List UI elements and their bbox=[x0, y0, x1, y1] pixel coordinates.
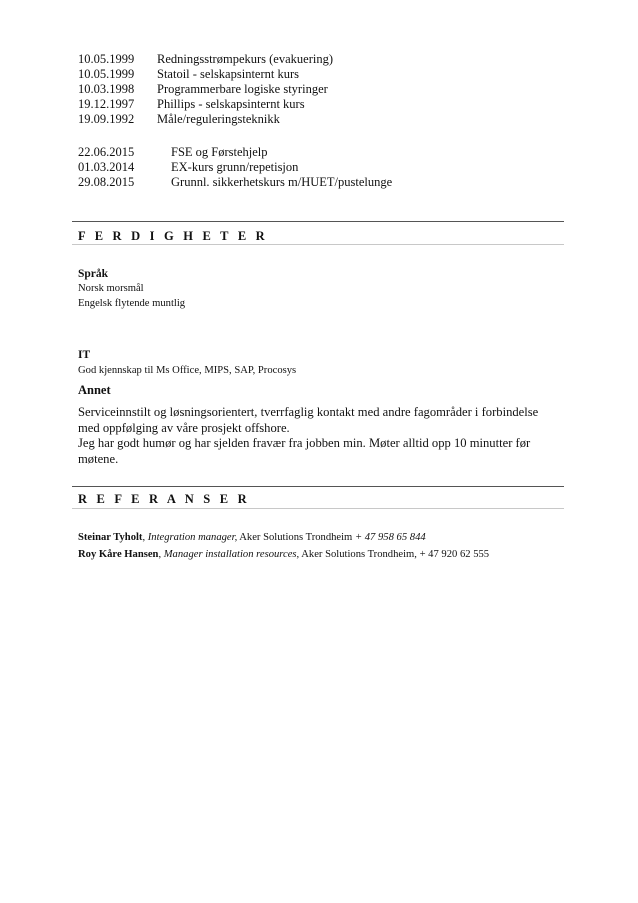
it-heading: IT bbox=[78, 349, 91, 361]
reference-company: Aker Solutions Trondheim bbox=[237, 532, 355, 543]
other-heading: Annet bbox=[78, 383, 111, 397]
course-name: Måle/reguleringsteknikk bbox=[157, 112, 280, 126]
reference-phone: + 47 920 62 555 bbox=[419, 549, 490, 560]
course-date: 19.12.1997 bbox=[78, 97, 135, 111]
reference-item bbox=[78, 549, 489, 560]
course-date: 10.05.1999 bbox=[78, 52, 135, 66]
course-name: EX-kurs grunn/repetisjon bbox=[171, 160, 299, 174]
other-line: med oppfølging av våre prosjekt offshore. bbox=[78, 420, 290, 435]
course-date: 19.09.1992 bbox=[78, 112, 135, 126]
section-divider-top bbox=[72, 486, 564, 487]
other-line: Serviceinnstilt og løsningsorientert, tverrfaglig kontakt med andre fagområder i forbindelse bbox=[78, 405, 539, 419]
section-divider-bottom bbox=[72, 244, 564, 245]
language-line: Norsk morsmål bbox=[78, 283, 144, 294]
course-date: 22.06.2015 bbox=[78, 145, 135, 159]
reference-company: Aker Solutions Trondheim, bbox=[299, 549, 420, 560]
reference-name: Roy Kåre Hansen bbox=[78, 549, 159, 560]
reference-phone: + 47 958 65 844 bbox=[354, 532, 426, 543]
reference-item bbox=[78, 532, 426, 543]
other-paragraph bbox=[78, 405, 564, 467]
course-name: Grunnl. sikkerhetskurs m/HUET/pustelunge bbox=[171, 175, 393, 189]
course-name: Statoil - selskapsinternt kurs bbox=[157, 67, 299, 81]
course-name: FSE og Førstehjelp bbox=[171, 145, 268, 159]
course-name: Redningsstrømpekurs (evakuering) bbox=[157, 52, 334, 66]
section-divider-top bbox=[72, 221, 564, 222]
reference-name: Steinar Tyholt bbox=[78, 532, 143, 543]
reference-separator: , bbox=[142, 532, 148, 543]
language-line: Engelsk flytende muntlig bbox=[78, 298, 186, 309]
course-date: 10.05.1999 bbox=[78, 67, 135, 81]
course-date: 01.03.2014 bbox=[78, 160, 135, 174]
references-section-title: R E F E R A N S E R bbox=[78, 492, 250, 506]
reference-role: Integration manager, bbox=[147, 532, 238, 543]
section-divider-bottom bbox=[72, 508, 564, 509]
skills-section-title: F E R D I G H E T E R bbox=[78, 229, 268, 243]
language-heading: Språk bbox=[78, 268, 109, 280]
other-line: Jeg har godt humør og har sjelden fravær fra jobben min. Møter alltid opp 10 minutter før bbox=[78, 436, 531, 450]
course-date: 10.03.1998 bbox=[78, 82, 135, 96]
course-name: Programmerbare logiske styringer bbox=[157, 82, 328, 96]
course-date: 29.08.2015 bbox=[78, 175, 135, 189]
reference-separator: , bbox=[158, 549, 164, 560]
reference-role: Manager installation resources, bbox=[163, 549, 300, 560]
course-name: Phillips - selskapsinternt kurs bbox=[157, 97, 305, 111]
it-text: God kjennskap til Ms Office, MIPS, SAP, Procosys bbox=[78, 365, 297, 376]
other-line: møtene. bbox=[78, 451, 119, 466]
